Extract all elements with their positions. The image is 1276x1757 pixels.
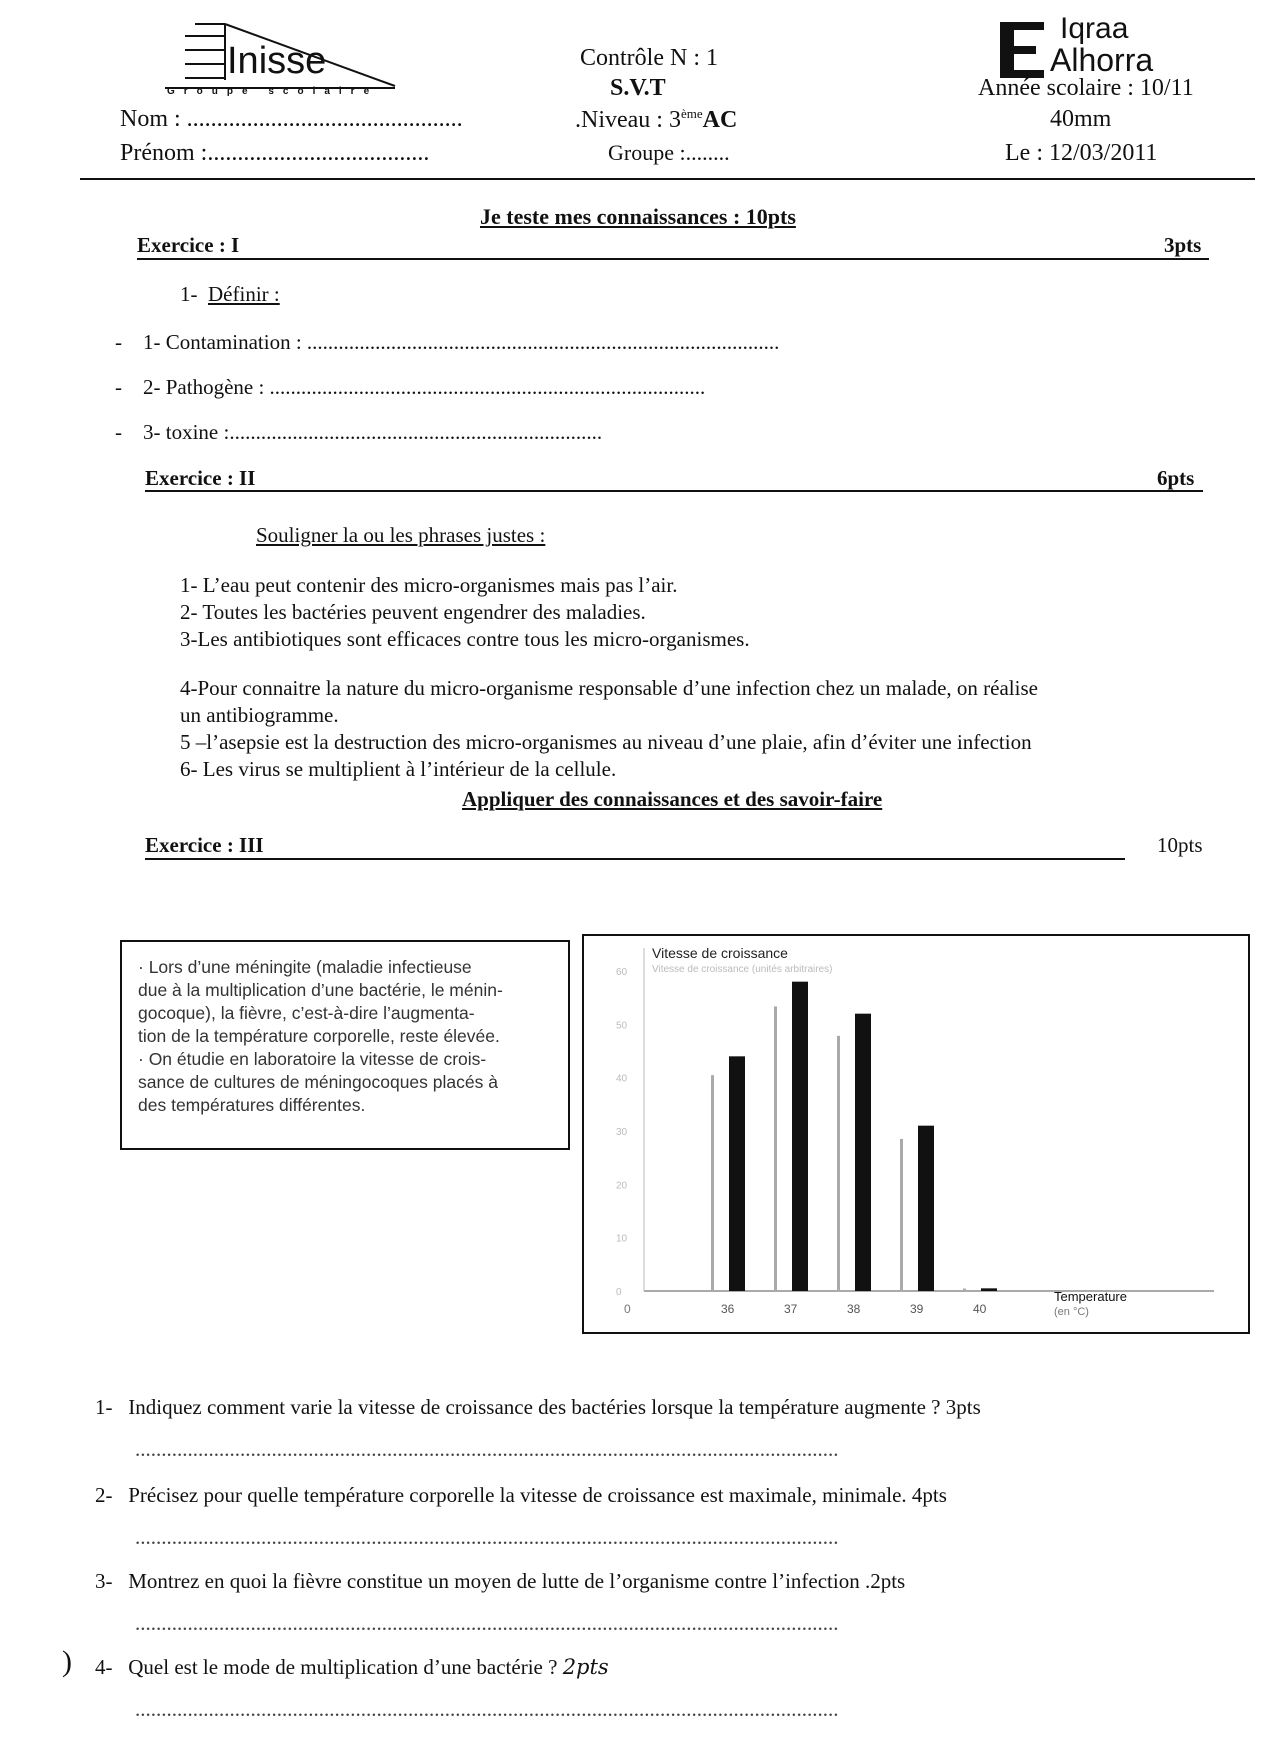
ex1-item[interactable]: - 1- Contamination : .......................................................................................... xyxy=(115,330,780,354)
school-logo-right xyxy=(1000,12,1200,78)
growth-chart xyxy=(582,934,1250,1334)
margin-mark: ) xyxy=(62,1645,72,1678)
y-tick-label: 20 xyxy=(616,1180,628,1192)
question-text: Précisez pour quelle température corporelle la vitesse de croissance est maximale, minimale. 4pts xyxy=(128,1483,947,1507)
ex3-points: 10pts xyxy=(1157,833,1203,857)
question-text: Montrez en quoi la fièvre constitue un moyen de lutte de l’organisme contre l’infection .2pts xyxy=(128,1569,906,1593)
level-suffix: AC xyxy=(702,107,738,133)
instruction-number: 1- xyxy=(180,282,198,306)
logo-right-top: Iqraa xyxy=(1060,12,1129,45)
subject: S.V.T xyxy=(610,75,666,101)
doc-line: des températures différentes. xyxy=(138,1095,366,1115)
ex1-instruction xyxy=(180,282,280,307)
x-tick-label: 38 xyxy=(847,1302,861,1316)
question-number: 2- xyxy=(95,1483,113,1507)
question xyxy=(95,1395,981,1420)
y-axis-label: Vitesse de croissance (unités arbitraires) xyxy=(652,964,833,975)
logo-text: Inisse xyxy=(227,40,327,82)
logo-subtext: Groupe scolaire xyxy=(167,86,379,97)
ex1-rule xyxy=(137,258,1209,260)
answer-line[interactable]: ...................................................................................................................................... xyxy=(135,1611,839,1635)
ex2-item[interactable]: 3-Les antibiotiques sont efficaces contre tous les micro-organismes. xyxy=(180,627,750,651)
question-text: Indiquez comment varie la vitesse de croissance des bactéries lorsque la température augmente ? 3pts xyxy=(128,1395,981,1419)
question-number: 3- xyxy=(95,1569,113,1593)
question xyxy=(95,1655,609,1680)
bar-shadow xyxy=(837,1036,840,1291)
doc-line: tion de la température corporelle, reste élevée. xyxy=(138,1026,500,1046)
bar-shadow xyxy=(711,1075,714,1291)
x-tick-label: 40 xyxy=(973,1302,987,1316)
ex3-rule xyxy=(145,858,1125,860)
x-axis-unit: (en °C) xyxy=(1054,1306,1089,1318)
control-number: Contrôle N : 1 xyxy=(580,45,718,71)
question xyxy=(95,1569,905,1594)
answer-line[interactable]: ...................................................................................................................................... xyxy=(135,1437,839,1461)
chart-title: Vitesse de croissance xyxy=(652,945,788,961)
level xyxy=(575,106,737,134)
item-text: 2- Pathogène : ................................................................................... xyxy=(143,375,706,399)
ex1-title: Exercice : I xyxy=(137,233,240,257)
logo-right-bottom: Alhorra xyxy=(1050,42,1154,78)
question-number: 1- xyxy=(95,1395,113,1419)
origin-label: 0 xyxy=(624,1302,631,1316)
header-divider xyxy=(80,178,1255,180)
x-tick-label: 36 xyxy=(721,1302,735,1316)
ex1-item[interactable]: - 3- toxine :....................................................................... xyxy=(115,420,603,444)
ex1-item[interactable]: - 2- Pathogène : ................................................................................... xyxy=(115,375,706,399)
doc-line: gocoque), la fièvre, c’est-à-dire l’augmenta- xyxy=(138,1003,475,1023)
bar xyxy=(855,1014,871,1291)
doc-line: sance de cultures de méningocoques placés à xyxy=(138,1072,498,1092)
ex3-title: Exercice : III xyxy=(145,833,264,857)
ex2-item-cont[interactable]: un antibiogramme. xyxy=(180,703,339,727)
document-text-box xyxy=(120,940,570,1150)
y-tick-label: 30 xyxy=(616,1127,628,1138)
ex2-item[interactable]: 6- Les virus se multiplient à l’intérieur de la cellule. xyxy=(180,757,617,781)
ex2-instruction: Souligner la ou les phrases justes : xyxy=(256,523,546,547)
bar-shadow xyxy=(900,1139,903,1291)
ex2-title: Exercice : II xyxy=(145,466,256,490)
section2-title: Appliquer des connaissances et des savoir-faire xyxy=(462,787,883,811)
doc-line: due à la multiplication d’une bactérie, le ménin- xyxy=(138,980,503,1000)
x-tick-label: 39 xyxy=(910,1302,924,1316)
doc-line: · Lors d’une méningite (maladie infectieuse xyxy=(138,957,472,977)
question-number: 4- xyxy=(95,1655,113,1679)
question-text: Quel est le mode de multiplication d’une bactérie ? xyxy=(128,1655,563,1679)
ex2-rule xyxy=(145,490,1203,492)
duration: 40mm xyxy=(1050,106,1112,132)
bar-shadow xyxy=(963,1289,966,1291)
x-tick-label: 37 xyxy=(784,1302,798,1316)
ex2-item[interactable]: 5 –l’asepsie est la destruction des micro-organismes au niveau d’une plaie, afin d’éviter une infection xyxy=(180,730,1032,754)
ex2-points: 6pts xyxy=(1157,466,1195,490)
bar xyxy=(792,982,808,1291)
instruction-text: Définir : xyxy=(208,282,280,306)
school-year: Année scolaire : 10/11 xyxy=(978,75,1194,101)
ex2-item[interactable]: 2- Toutes les bactéries peuvent engendrer des maladies. xyxy=(180,600,646,624)
x-axis-label: Temperature xyxy=(1054,1289,1127,1304)
bar xyxy=(729,1056,745,1291)
level-sup: ème xyxy=(680,106,703,121)
nom-field[interactable]: Nom : .............................................. xyxy=(120,106,463,132)
y-tick-label: 10 xyxy=(616,1233,628,1245)
chart-svg xyxy=(584,936,1248,1332)
y-tick-label: 50 xyxy=(616,1020,628,1032)
y-tick-label: 0 xyxy=(616,1287,622,1298)
school-logo-left xyxy=(165,18,405,98)
bar xyxy=(918,1126,934,1291)
ex2-item[interactable]: 1- L’eau peut contenir des micro-organismes mais pas l’air. xyxy=(180,573,678,597)
item-text: 3- toxine :....................................................................... xyxy=(143,420,603,444)
y-tick-label: 60 xyxy=(616,967,628,978)
group-field[interactable]: Groupe :........ xyxy=(608,140,730,165)
answer-line[interactable]: ...................................................................................................................................... xyxy=(135,1525,839,1549)
prenom-field[interactable]: Prénom :..................................... xyxy=(120,140,430,166)
section1-title: Je teste mes connaissances : 10pts xyxy=(480,204,796,229)
ex2-item[interactable]: 4-Pour connaitre la nature du micro-organisme responsable d’une infection chez un malade, on réalise xyxy=(180,676,1038,700)
y-tick-label: 40 xyxy=(616,1073,628,1085)
item-text: 1- Contamination : .......................................................................................... xyxy=(143,330,780,354)
bar xyxy=(981,1288,997,1291)
answer-line[interactable]: ...................................................................................................................................... xyxy=(135,1697,839,1721)
question xyxy=(95,1483,947,1508)
doc-line: · On étudie en laboratoire la vitesse de crois- xyxy=(138,1049,487,1069)
level-prefix: .Niveau : 3 xyxy=(575,107,681,133)
exam-date: Le : 12/03/2011 xyxy=(1005,140,1158,166)
ex1-points: 3pts xyxy=(1164,233,1202,257)
handwritten-points: 2pts xyxy=(562,1655,609,1679)
bar-shadow xyxy=(774,1006,777,1291)
